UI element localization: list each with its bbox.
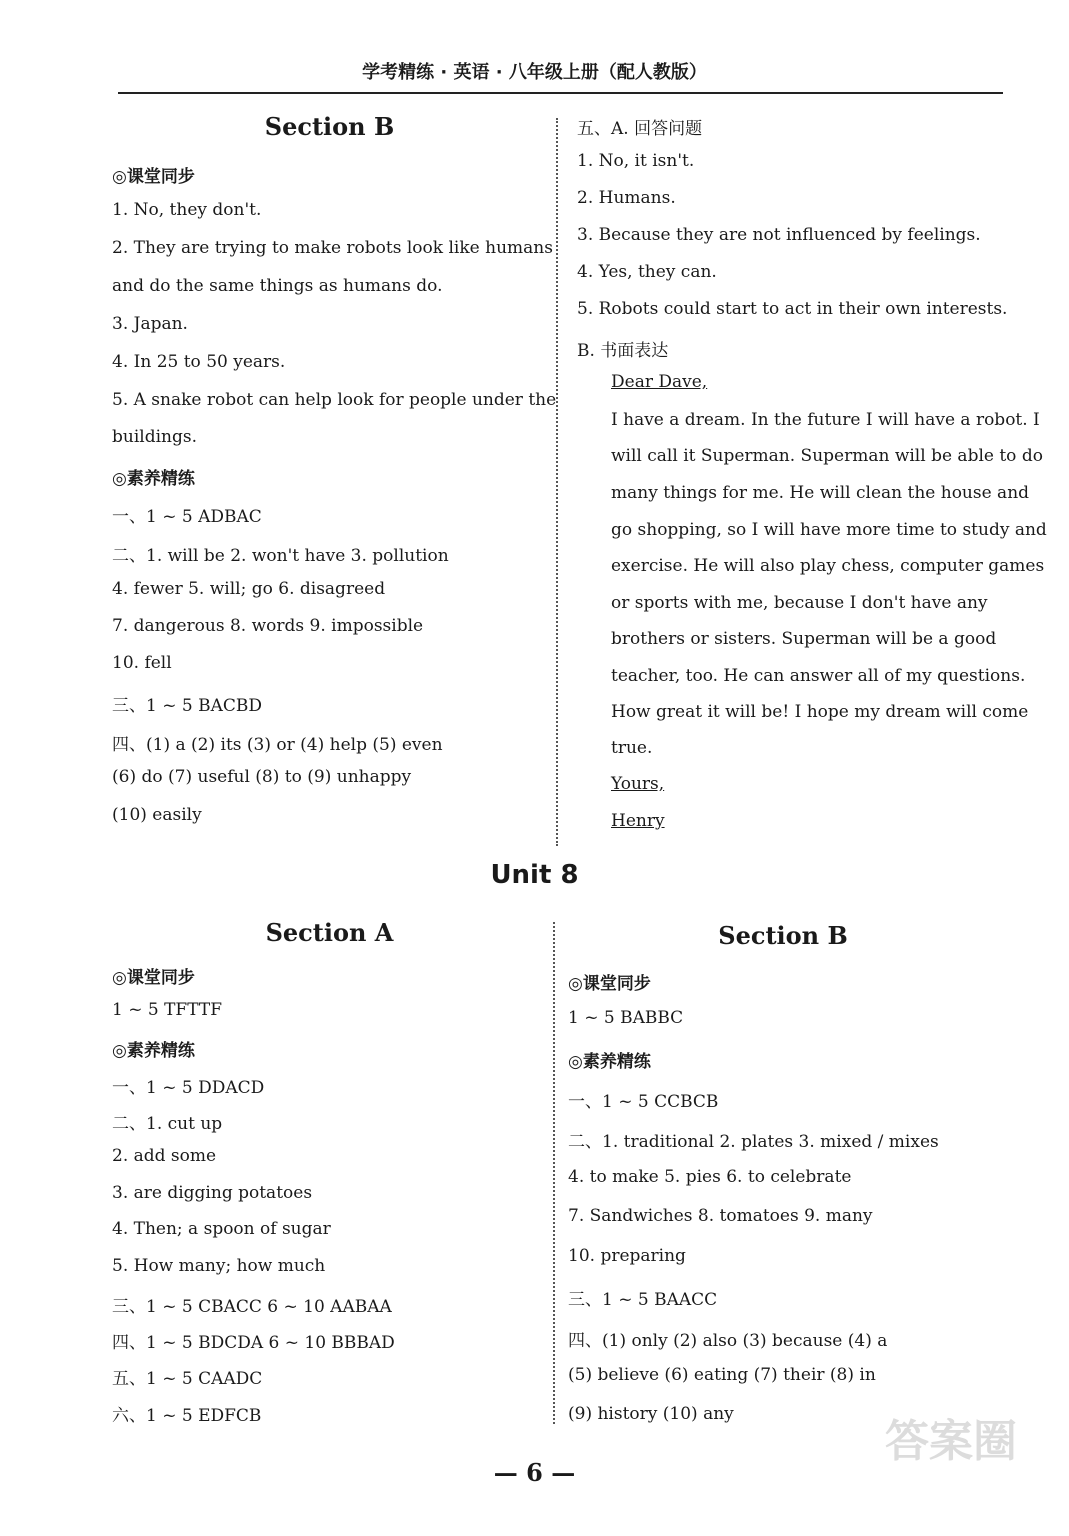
answer-line: 四、(1) only (2) also (3) because (4) a: [568, 1331, 888, 1351]
letter-line: How great it will be! I hope my dream will come: [611, 702, 1029, 722]
subheading: ◎课堂同步: [568, 974, 651, 994]
letter-signature: Henry: [611, 811, 665, 831]
unit-title: Unit 8: [490, 860, 579, 890]
answer-line: 1 ~ 5 TFTTF: [112, 1000, 223, 1020]
page-number: — 6 —: [493, 1458, 576, 1487]
answer-line: 4. In 25 to 50 years.: [112, 352, 286, 372]
answer-line: 1. No, they don't.: [112, 200, 262, 220]
answer-line: 3. Because they are not influenced by feelings.: [577, 225, 981, 245]
letter-line: exercise. He will also play chess, computer games: [611, 556, 1045, 576]
header-rule: [118, 92, 1003, 94]
letter-line: will call it Superman. Superman will be able to do: [611, 446, 1043, 466]
answer-line: 一、1 ~ 5 ADBAC: [112, 507, 262, 527]
subheading: ◎课堂同步: [112, 167, 195, 187]
answer-line: 5. How many; how much: [112, 1256, 326, 1276]
answer-line: 五、1 ~ 5 CAADC: [112, 1369, 263, 1389]
subheading: ◎课堂同步: [112, 968, 195, 988]
watermark-logo: 答案圈: [885, 1416, 1017, 1467]
answer-line: (5) believe (6) eating (7) their (8) in: [568, 1365, 876, 1385]
answer-line: 3. Japan.: [112, 314, 188, 334]
answer-line: 一、1 ~ 5 DDACD: [112, 1078, 265, 1098]
answer-line: 二、1. traditional 2. plates 3. mixed / mixes: [568, 1132, 939, 1152]
answer-line: 二、1. cut up: [112, 1114, 223, 1134]
answer-line: 三、1 ~ 5 BAACC: [568, 1290, 718, 1310]
letter-line: teacher, too. He can answer all of my questions.: [611, 666, 1026, 686]
answer-line: 2. They are trying to make robots look like humans: [112, 238, 553, 258]
answer-line: 四、1 ~ 5 BDCDA 6 ~ 10 BBBAD: [112, 1333, 395, 1353]
answer-line: 4. Then; a spoon of sugar: [112, 1219, 331, 1239]
answer-line: 5. A snake robot can help look for people under the: [112, 390, 557, 410]
answer-line: B. 书面表达: [577, 341, 669, 361]
letter-closing: Yours,: [611, 774, 665, 794]
answer-line: 7. Sandwiches 8. tomatoes 9. many: [568, 1206, 873, 1226]
answer-line: 一、1 ~ 5 CCBCB: [568, 1092, 719, 1112]
section-title: Section B: [264, 112, 395, 141]
answer-line: buildings.: [112, 427, 197, 447]
answer-line: 5. Robots could start to act in their own interests.: [577, 299, 1008, 319]
answer-line: 2. add some: [112, 1146, 217, 1166]
answer-line: 4. Yes, they can.: [577, 262, 717, 282]
answer-line: 三、1 ~ 5 BACBD: [112, 696, 262, 716]
subheading: ◎素养精练: [112, 1041, 195, 1061]
letter-salutation: Dear Dave,: [611, 372, 708, 392]
letter-line: many things for me. He will clean the house and: [611, 483, 1030, 503]
answer-line: and do the same things as humans do.: [112, 276, 443, 296]
letter-line: go shopping, so I will have more time to study and: [611, 520, 1047, 540]
letter-line: true.: [611, 738, 653, 758]
answer-line: 1. No, it isn't.: [577, 151, 695, 171]
column-divider: [556, 118, 558, 846]
answer-line: 二、1. will be 2. won't have 3. pollution: [112, 546, 449, 566]
answer-line: 7. dangerous 8. words 9. impossible: [112, 616, 424, 636]
section-title: Section B: [718, 921, 848, 950]
answer-line: (6) do (7) useful (8) to (9) unhappy: [112, 767, 412, 787]
answer-line: 五、A. 回答问题: [577, 119, 703, 139]
answer-line: 10. fell: [112, 653, 172, 673]
answer-line: (10) easily: [112, 805, 202, 825]
section-title: Section A: [265, 918, 394, 947]
letter-line: brothers or sisters. Superman will be a good: [611, 629, 997, 649]
letter-line: I have a dream. In the future I will have a robot. I: [611, 410, 1040, 430]
subheading: ◎素养精练: [568, 1052, 651, 1072]
answer-line: 三、1 ~ 5 CBACC 6 ~ 10 AABAA: [112, 1297, 392, 1317]
answer-line: (9) history (10) any: [568, 1404, 734, 1424]
answer-line: 六、1 ~ 5 EDFCB: [112, 1406, 262, 1426]
subheading: ◎素养精练: [112, 469, 195, 489]
answer-line: 3. are digging potatoes: [112, 1183, 313, 1203]
answer-line: 四、(1) a (2) its (3) or (4) help (5) even: [112, 735, 443, 755]
answer-line: 4. fewer 5. will; go 6. disagreed: [112, 579, 386, 599]
answer-line: 1 ~ 5 BABBC: [568, 1008, 684, 1028]
page-header: 学考精练 · 英语 · 八年级上册（配人教版）: [362, 62, 707, 83]
answer-line: 10. preparing: [568, 1246, 686, 1266]
letter-line: or sports with me, because I don't have any: [611, 593, 988, 613]
answer-line: 4. to make 5. pies 6. to celebrate: [568, 1167, 852, 1187]
answer-line: 2. Humans.: [577, 188, 676, 208]
column-divider: [553, 922, 555, 1424]
